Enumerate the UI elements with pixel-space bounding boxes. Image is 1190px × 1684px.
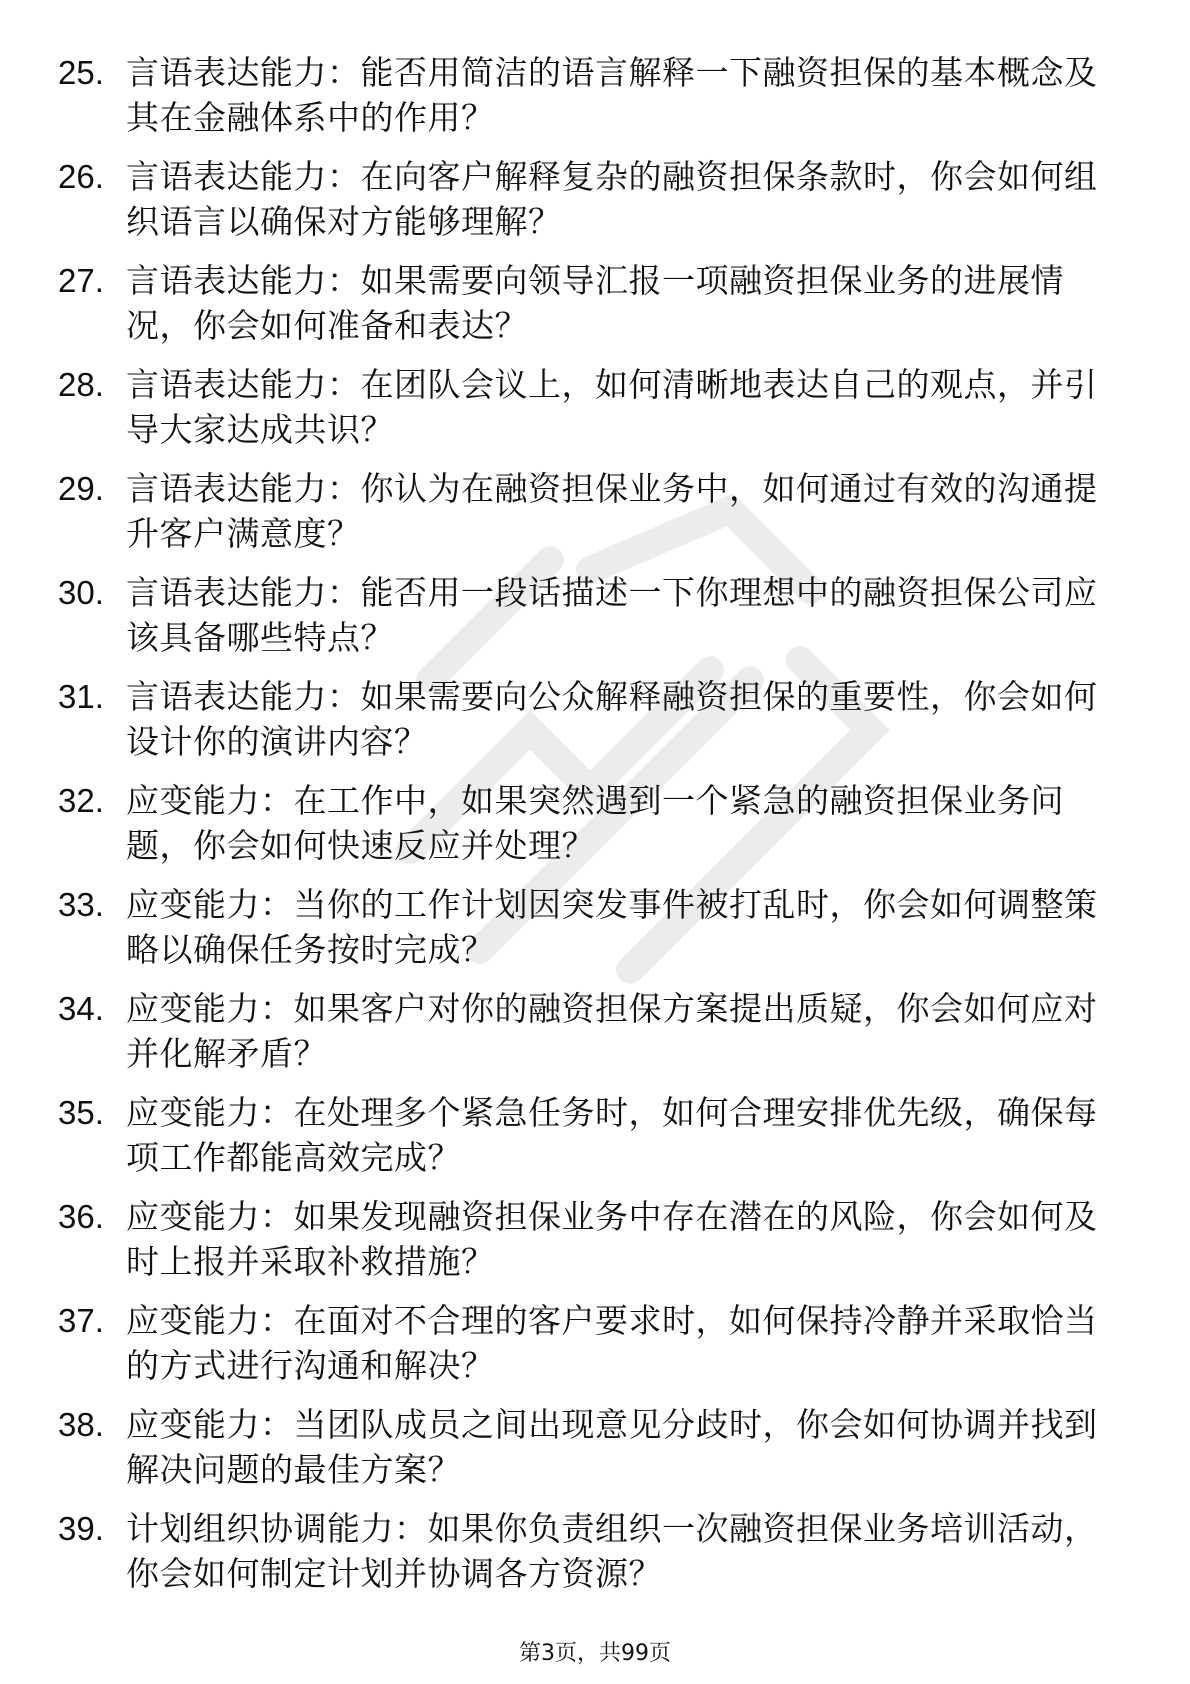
question-text: 言语表达能力：在向客户解释复杂的融资担保条款时，你会如何组织语言以确保对方能够理解？ [126,157,1098,241]
question-text: 应变能力：如果客户对你的融资担保方案提出质疑，你会如何应对并化解矛盾？ [126,989,1098,1073]
question-text: 应变能力：当你的工作计划因突发事件被打乱时，你会如何调整策略以确保任务按时完成？ [126,885,1098,969]
question-item [58,466,1118,570]
question-item [58,778,1118,882]
question-item [58,986,1118,1090]
page-number-footer: 第3页，共99页 [519,1641,671,1666]
question-text: 言语表达能力：如果需要向领导汇报一项融资担保业务的进展情况，你会如何准备和表达？ [126,261,1064,345]
question-number: 28. [58,366,104,403]
question-text: 应变能力：当团队成员之间出现意见分歧时，你会如何协调并找到解决问题的最佳方案？ [126,1405,1098,1489]
question-item [58,362,1118,466]
question-item [58,1402,1118,1506]
question-number: 31. [58,678,104,715]
question-item [58,1194,1118,1298]
question-number: 35. [58,1094,104,1131]
question-list [58,50,1118,1610]
question-number: 34. [58,990,104,1027]
question-text: 应变能力：在处理多个紧急任务时，如何合理安排优先级，确保每项工作都能高效完成？ [126,1093,1098,1177]
question-text: 应变能力：在工作中，如果突然遇到一个紧急的融资担保业务问题，你会如何快速反应并处理？ [126,781,1064,865]
question-item [58,1506,1118,1610]
question-item [58,50,1118,154]
question-text: 言语表达能力：能否用一段话描述一下你理想中的融资担保公司应该具备哪些特点？ [126,573,1098,657]
question-number: 37. [58,1302,104,1339]
question-text: 应变能力：在面对不合理的客户要求时，如何保持冷静并采取恰当的方式进行沟通和解决？ [126,1301,1098,1385]
question-number: 36. [58,1198,104,1235]
question-text: 言语表达能力：能否用简洁的语言解释一下融资担保的基本概念及其在金融体系中的作用？ [126,53,1098,137]
question-number: 39. [58,1510,104,1547]
question-item [58,674,1118,778]
question-text: 言语表达能力：你认为在融资担保业务中，如何通过有效的沟通提升客户满意度？ [126,469,1098,553]
question-number: 29. [58,470,104,507]
question-item [58,154,1118,258]
question-item [58,1090,1118,1194]
question-text: 言语表达能力：如果需要向公众解释融资担保的重要性，你会如何设计你的演讲内容？ [126,677,1098,761]
question-number: 33. [58,886,104,923]
question-text: 应变能力：如果发现融资担保业务中存在潜在的风险，你会如何及时上报并采取补救措施？ [126,1197,1098,1281]
question-number: 30. [58,574,104,611]
question-text: 计划组织协调能力：如果你负责组织一次融资担保业务培训活动，你会如何制定计划并协调各方资源？ [126,1509,1098,1593]
question-item [58,882,1118,986]
question-text: 言语表达能力：在团队会议上，如何清晰地表达自己的观点，并引导大家达成共识？ [126,365,1098,449]
question-number: 25. [58,54,104,91]
question-number: 32. [58,782,104,819]
question-item [58,570,1118,674]
question-number: 27. [58,262,104,299]
question-number: 38. [58,1406,104,1443]
question-number: 26. [58,158,104,195]
question-item [58,258,1118,362]
question-item [58,1298,1118,1402]
